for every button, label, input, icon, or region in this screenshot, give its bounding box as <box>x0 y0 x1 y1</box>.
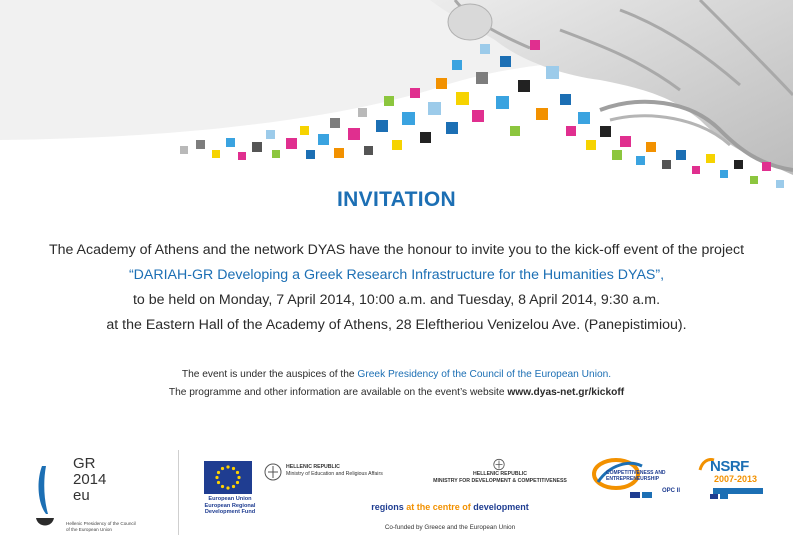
eu-fund-caption <box>200 496 260 516</box>
invitation-title: INVITATION <box>337 188 456 211</box>
regions-highlight: at the centre of <box>406 502 471 512</box>
gr2014-caption-2: of the European Union <box>66 527 112 532</box>
eu-caption-2: European Regional <box>204 502 256 509</box>
ministry-development-line-1: HELLENIC REPUBLIC <box>473 471 527 477</box>
opc-line-3: OPC II <box>661 488 680 494</box>
regions-slogan <box>340 502 560 512</box>
cofunded-caption: Co-funded by Greece and the European Union <box>384 524 516 531</box>
ministry-development-caption <box>420 471 580 484</box>
website-note <box>0 386 793 399</box>
gr2014-caption-1: Hellenic Presidency of the Council <box>66 521 136 526</box>
event-location: at the Eastern Hall of the Academy of Athens, 28 Eleftheriou Venizelou Ave. (Panepistimiou). <box>106 317 687 333</box>
gr2014-wordmark <box>73 456 106 504</box>
ministry-education-caption <box>286 464 383 478</box>
gr2014-line-year: 2014 <box>73 471 107 488</box>
nsrf-years: 2007-2013 <box>714 474 758 484</box>
opc-line-1: COMPETITIVENESS AND <box>606 470 666 476</box>
ministry-development-line-2: MINISTRY FOR DEVELOPMENT & COMPETITIVENESS <box>433 477 567 484</box>
opc-caption <box>606 470 686 494</box>
project-title: “DARIAH-GR Developing a Greek Research Infrastructure for the Humanities DYAS”, <box>128 267 665 283</box>
hellenic-emblem-icon <box>493 458 505 471</box>
auspices-prefix: The event is under the auspices of the <box>181 369 358 380</box>
website-link[interactable]: www.dyas-net.gr/kickoff <box>507 387 625 398</box>
gr2014-caption <box>66 521 146 533</box>
gr2014-line-eu: eu <box>73 487 90 504</box>
footer-divider <box>178 450 179 535</box>
eu-caption-3: Development Fund <box>204 509 256 515</box>
website-prefix: The programme and other information are available on the event’s website <box>168 387 508 398</box>
regions-suffix: development <box>470 502 529 512</box>
ministry-education-line-1: HELLENIC REPUBLIC <box>286 464 340 470</box>
header-banner-image <box>0 0 793 200</box>
eu-flag-icon <box>204 461 252 494</box>
regions-prefix: regions <box>371 502 407 512</box>
hellenic-emblem-icon <box>264 462 282 482</box>
invitation-line-1: The Academy of Athens and the network DYAS have the honour to invite you to the kick-off event of the project <box>48 242 745 258</box>
eu-caption-1: European Union <box>208 496 252 502</box>
nsrf-title: NSRF <box>710 458 749 475</box>
ministry-education-line-2: Ministry of Education and Religious Affairs <box>286 471 383 477</box>
auspices-note <box>0 368 793 381</box>
nsrf-subbar <box>713 488 763 494</box>
auspices-highlight: Greek Presidency of the Council of the European Union. <box>357 369 612 380</box>
opc-line-2: ENTREPRENEURSHIP <box>606 476 660 482</box>
gr2014-line-gr: GR <box>73 455 96 472</box>
event-dates: to be held on Monday, 7 April 2014, 10:00 a.m. and Tuesday, 8 April 2014, 9:30 a.m. <box>132 292 661 308</box>
